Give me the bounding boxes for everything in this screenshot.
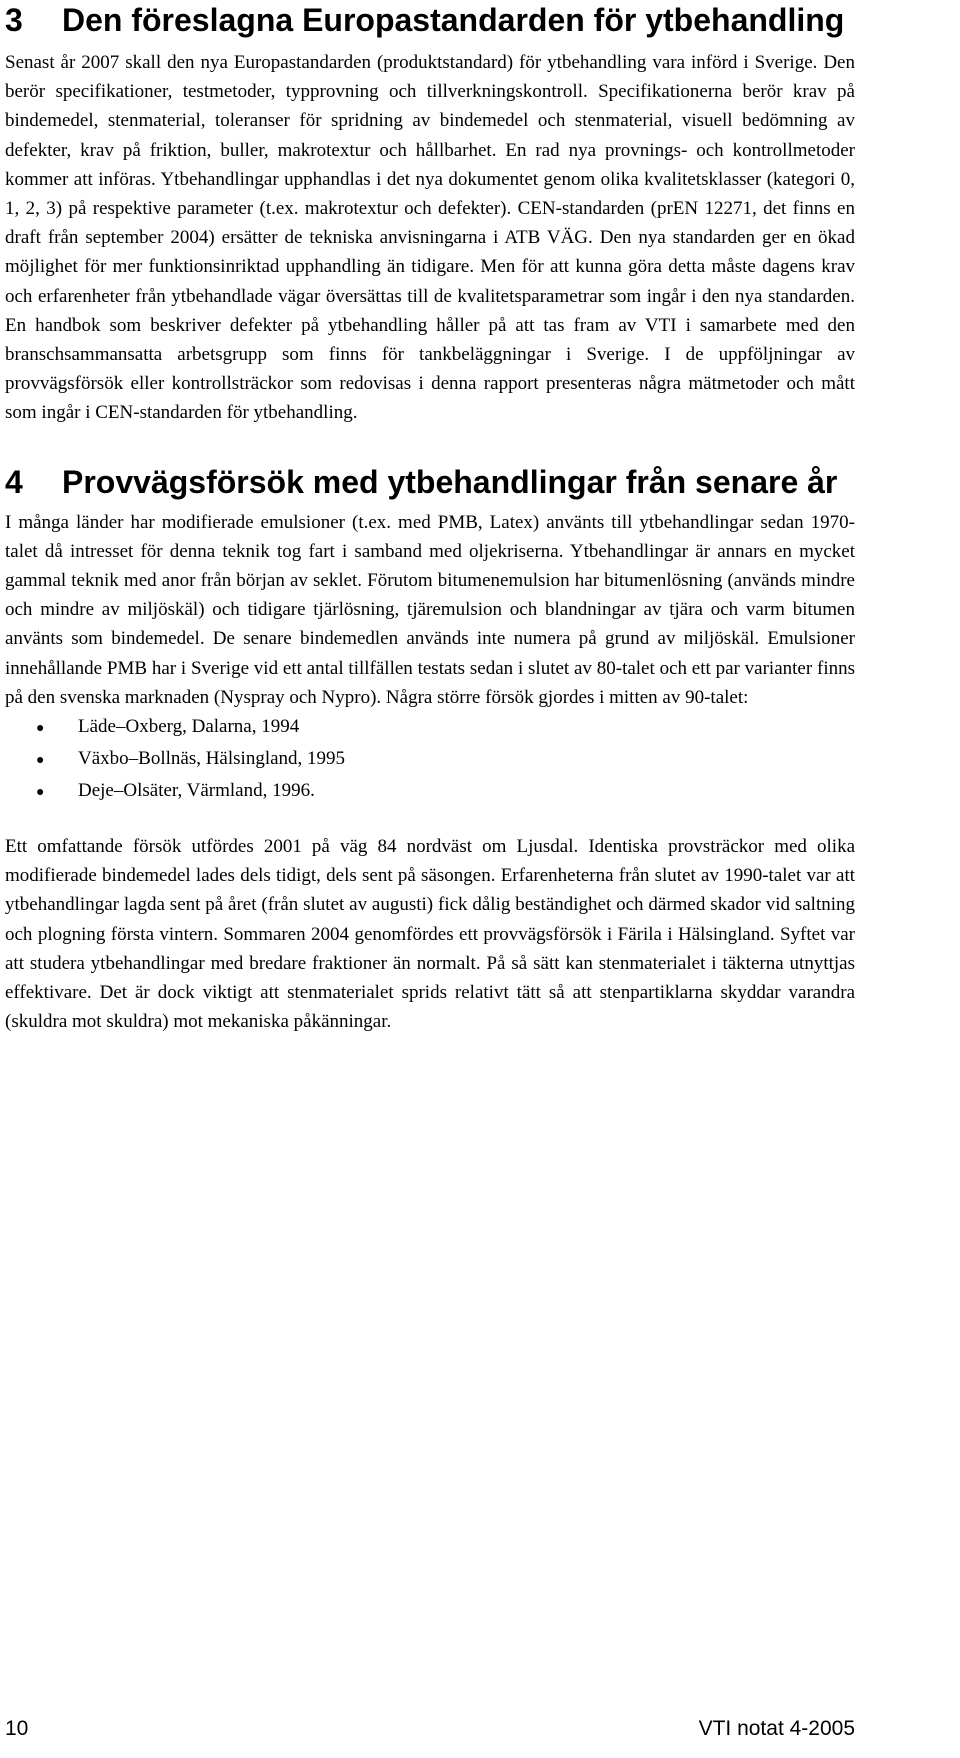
section-3-heading bbox=[5, 0, 855, 40]
section-4-title: Provvägsförsök med ytbehandlingar från senare år bbox=[62, 463, 838, 500]
bullet-icon: ● bbox=[36, 753, 45, 769]
section-4-number: 4 bbox=[5, 463, 23, 500]
section-3-paragraph: Senast år 2007 skall den nya Europastandarden (produktstandard) för ytbehandling vara införd i Sverige. Den berör specifikationer, testmetoder, typprovning och tillverkningskontroll. Specifikationerna berör krav på bindemedel, stenmaterial, toleranser för spridning av bindemedel och stenmaterial, visuell bedömning av defekter, krav på friktion, buller, makrotextur och hållbarhet. En rad nya provnings- och kontrollmetoder kommer att införas. Ytbehandlingar upphandlas i det nya dokumentet genom olika kvalitetsklasser (kategori 0, 1, 2, 3) på respektive parameter (t.ex. makrotextur och defekter). CEN-standarden (prEN 12271, det finns en draft från september 2004) ersätter de tekniska anvisningarna i ATB VÄG. Den nya standarden ger en ökad möjlighet för mer funktionsinriktad upphandling än tidigare. Men för att kunna göra detta måste dagens krav och erfarenheter från ytbehandlade vägar översättas till de kvalitetsparametrar som ingår i den nya standarden. En handbok som beskriver defekter på ytbehandling håller på att tas fram av VTI i samarbete med den branschsammansatta arbetsgrupp som finns för tankbeläggningar i Sverige. I de uppföljningar av provvägsförsök eller kontrollsträckor som redovisas i denna rapport presenteras några mätmetoder och mått som ingår i CEN-standarden för ytbehandling. bbox=[5, 52, 855, 424]
list-item bbox=[5, 776, 855, 808]
section-4-paragraph-2: Ett omfattande försök utfördes 2001 på väg 84 nordväst om Ljusdal. Identiska provsträckor med olika modifierade bindemedel lades dels tidigt, dels sent på säsongen. Erfarenheterna från slutet av 1990-talet var att ytbehandlingar lagda sent på året (från slutet av augusti) fick dålig beständighet och därmed skador vid saltning och plogning första vintern. Sommaren 2004 genomfördes ett provvägsförsök i Färila i Hälsingland. Syftet var att studera ytbehandlingar med bredare fraktioner än normalt. På så sätt kan stenmaterialet i täkterna utnyttjas effektivare. Det är dock viktigt att stenmaterialet sprids relativt tätt så att stenpartiklarna skyddar varandra (skuldra mot skuldra) mot mekaniska påkänningar. bbox=[5, 836, 855, 1033]
page-content bbox=[5, 0, 855, 1036]
section-3-number: 3 bbox=[5, 2, 23, 38]
page-number: 10 bbox=[5, 1717, 29, 1740]
section-4-heading bbox=[5, 462, 855, 502]
list-item bbox=[5, 744, 855, 776]
bullet-icon: ● bbox=[36, 785, 45, 801]
bullet-icon: ● bbox=[36, 721, 45, 737]
trial-list bbox=[5, 712, 855, 808]
page-footer bbox=[5, 1716, 855, 1742]
list-item-text: Deje–Olsäter, Värmland, 1996. bbox=[78, 780, 315, 802]
list-item-text: Läde–Oxberg, Dalarna, 1994 bbox=[78, 716, 300, 738]
section-3-title: Den föreslagna Europastandarden för ytbehandling bbox=[62, 2, 845, 38]
section-4-paragraph-1: I många länder har modifierade emulsioner (t.ex. med PMB, Latex) använts till ytbehandlingar sedan 1970-talet då intresset för denna teknik tog fart i samband med oljekriserna. Ytbehandlingar är annars en mycket gammal teknik med anor från början av seklet. Förutom bitumenemulsion har bitumenlösning (används mindre och mindre av miljöskäl) och tidigare tjärlösning, tjäremulsion och blandningar av tjära och varm bitumen använts som bindemedel. De senare bindemedlen används inte numera på grund av miljöskäl. Emulsioner innehållande PMB har i Sverige vid ett antal tillfällen testats sedan i slutet av 80-talet och ett par varianter finns på den svenska marknaden (Nyspray och Nypro). Några större försök gjordes i mitten av 90-talet: bbox=[5, 511, 855, 708]
list-item bbox=[5, 712, 855, 744]
list-item-text: Växbo–Bollnäs, Hälsingland, 1995 bbox=[78, 748, 346, 770]
publication-name: VTI notat 4-2005 bbox=[698, 1717, 855, 1740]
